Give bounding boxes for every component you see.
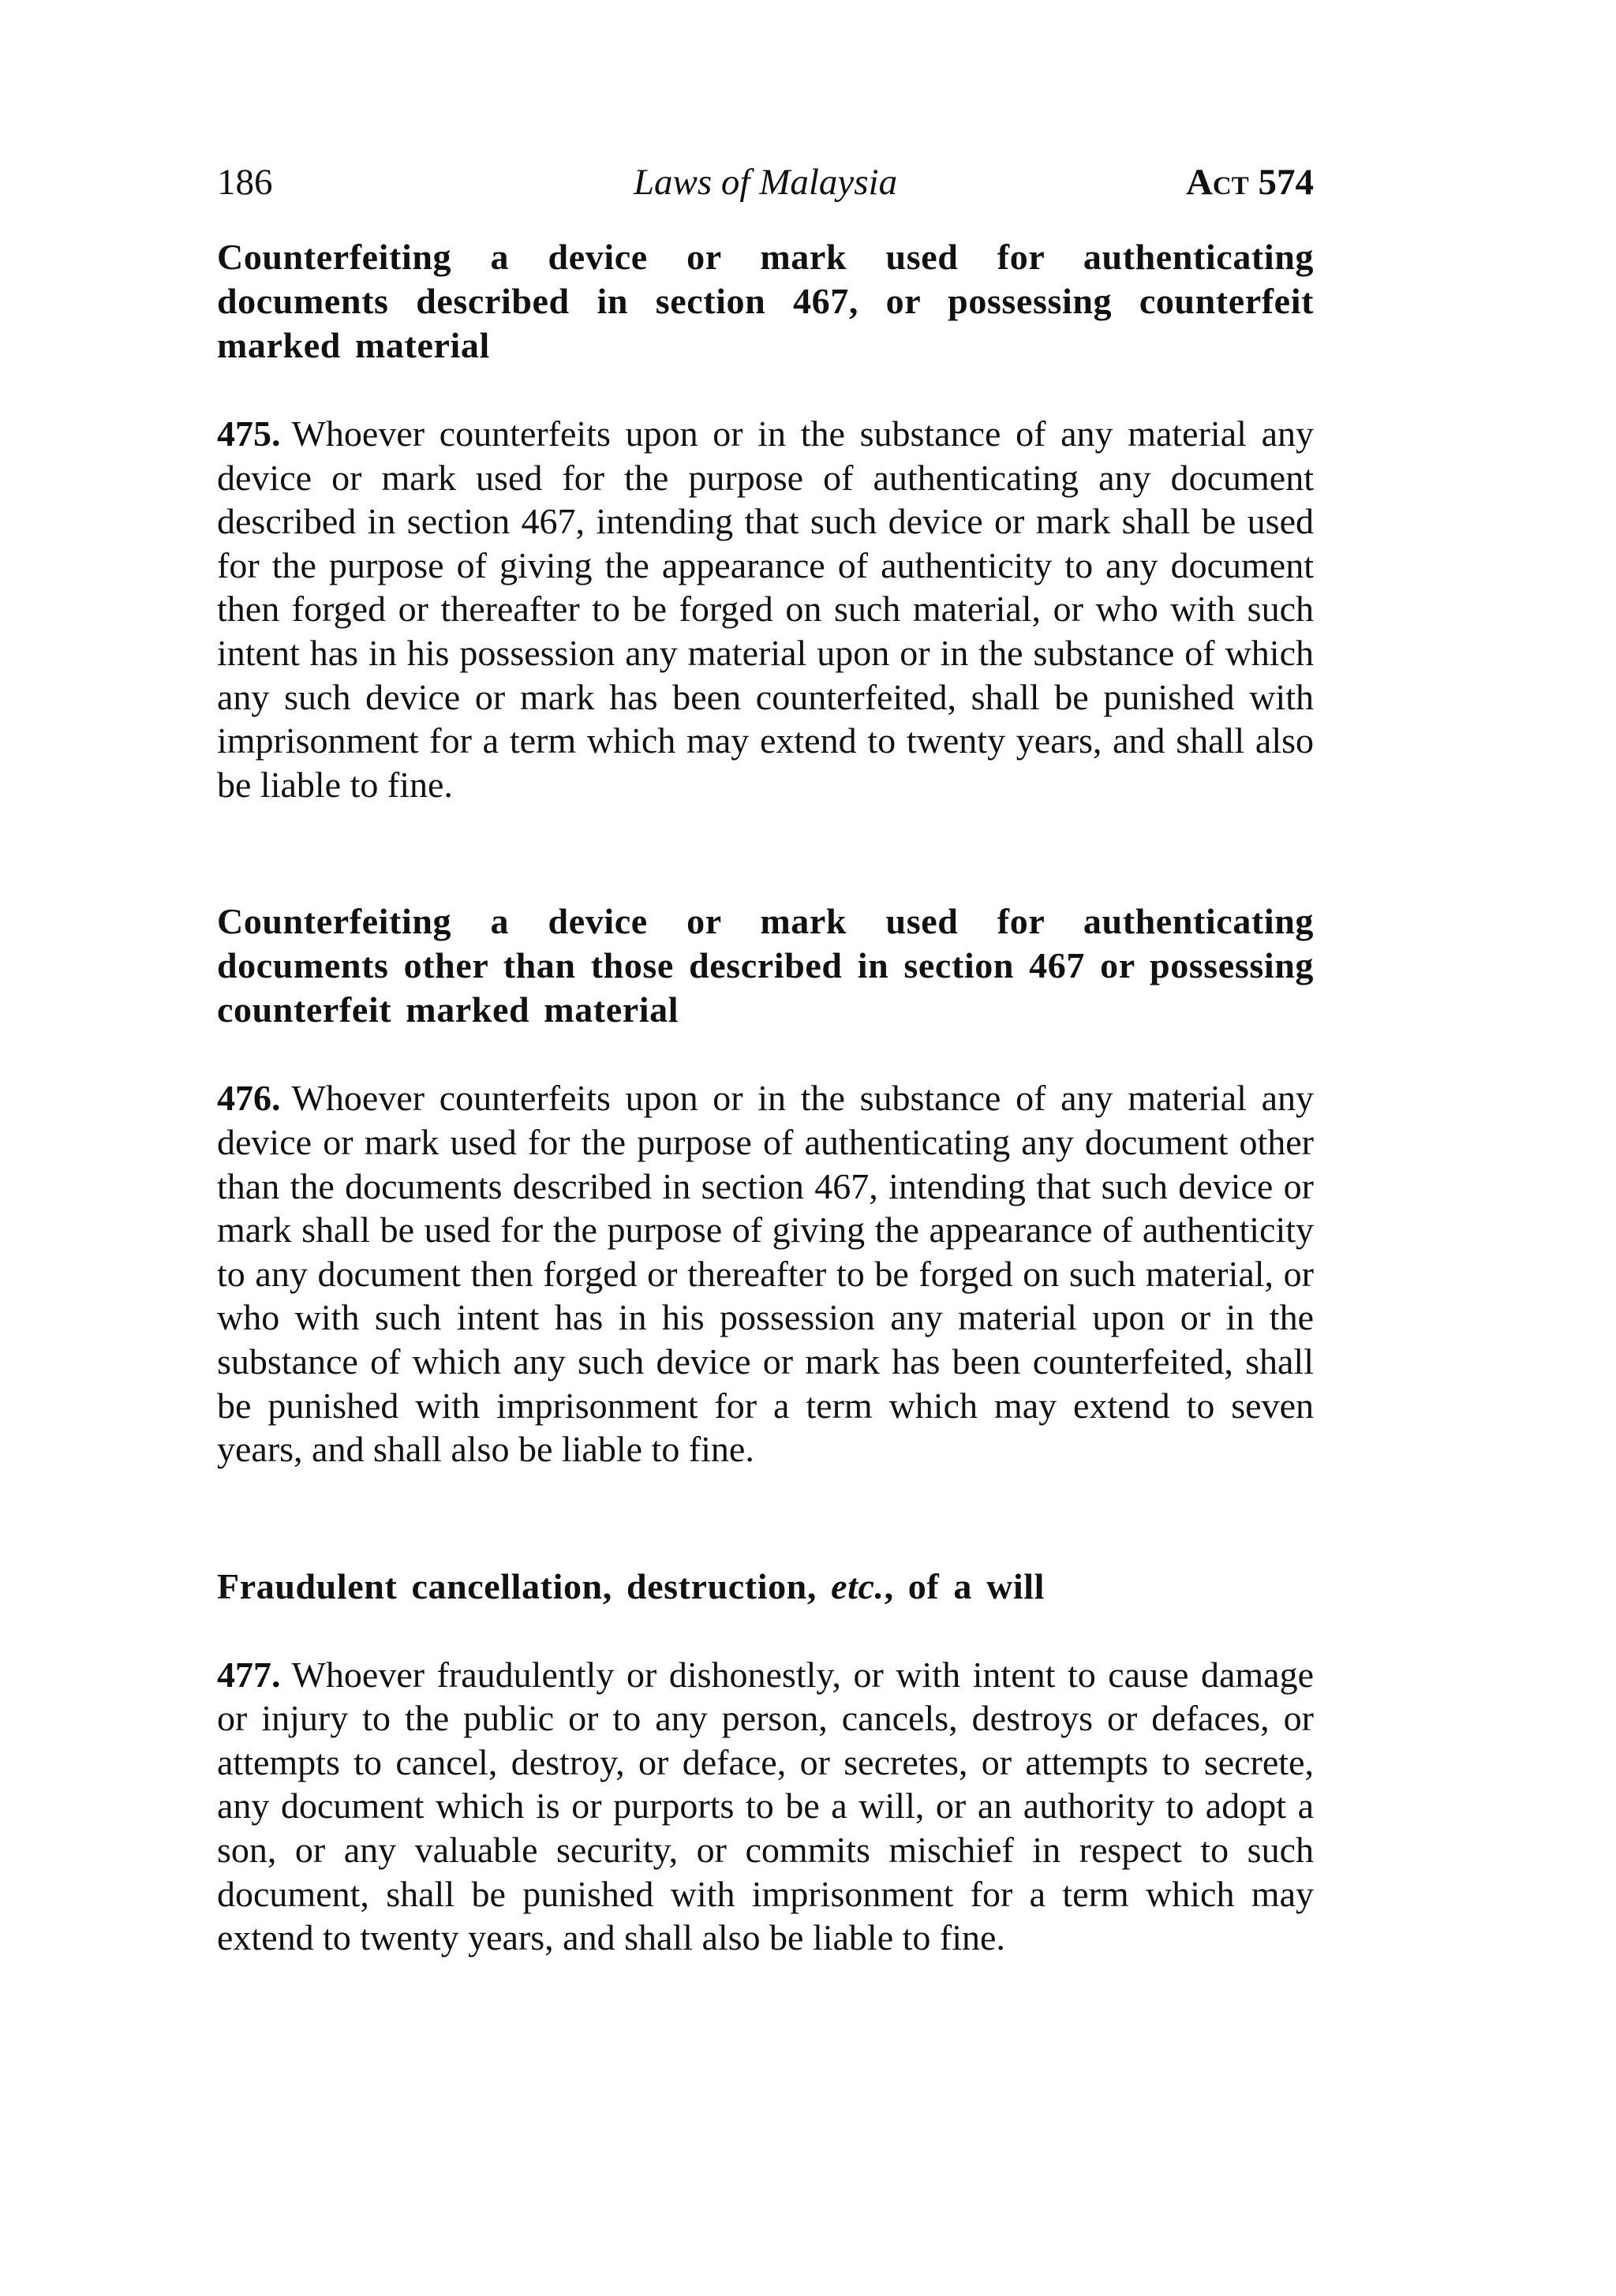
act-prefix: A (1185, 162, 1213, 203)
section-text: Whoever counterfeits upon or in the substance of any material any device or mark used for the purpose of authenticating any document other than the documents described in section 467, intending that such device or mark shall be used for the purpose of giving the appearance of authenticity to any document then forged or thereafter to be forged on such material, or who with such intent has in his possession any material upon or in the substance of which any such device or mark has been counterfeited, shall be punished with imprisonment for a term which may extend to seven years, and shall also be liable to fine. (217, 1078, 1314, 1470)
section-text: Whoever counterfeits upon or in the substance of any material any device or mark used for the purpose of authenticating any document described in section 467, intending that such device or mark shall be used for the purpose of giving the appearance of authenticity to any document then forged or thereafter to be forged on such material, or who with such intent has in his possession any material upon or in the substance of which any such device or mark has been counterfeited, shall be punished with imprisonment for a term which may extend to twenty years, and shall also be liable to fine. (217, 413, 1314, 805)
section-paragraph (217, 1653, 1314, 1960)
heading-part: Fraudulent cancellation, destruction, (217, 1565, 832, 1606)
section-475 (217, 235, 1314, 806)
heading-italic-part: etc. (831, 1565, 885, 1606)
section-number: 476. (217, 1078, 281, 1119)
act-reference (1186, 155, 1314, 210)
running-header (217, 155, 1314, 210)
section-text: Whoever fraudulently or dishonestly, or with intent to cause damage or injury to the public or to any person, cancels, destroys or defaces, or attempts to cancel, destroy, or deface, or secretes, or attempts to secrete, any document which is or purports to be a will, or an authority to adopt a son, or any valuable security, or commits mischief in respect to such document, shall be punished with imprisonment for a term which may extend to twenty years, and shall also be liable to fine. (217, 1654, 1314, 1958)
section-heading: Counterfeiting a device or mark used for authenticating documents described in section 467, or possessing counterfeit marked material (217, 237, 1314, 365)
section-heading: Counterfeiting a device or mark used for authenticating documents other than those described in section 467 or possessing counterfeit marked material (217, 901, 1314, 1030)
running-title: Laws of Malaysia (633, 162, 898, 203)
page-number: 186 (217, 162, 273, 203)
section-paragraph (217, 1076, 1314, 1471)
section-476 (217, 899, 1314, 1471)
act-smallcaps: ct (1212, 162, 1249, 203)
document-page (217, 155, 1314, 1960)
section-477 (217, 1565, 1314, 1960)
section-heading (217, 1565, 1314, 1609)
section-number: 477. (217, 1654, 281, 1695)
section-paragraph (217, 412, 1314, 806)
heading-part: , of a will (884, 1565, 1046, 1606)
act-number: 574 (1248, 162, 1314, 203)
section-number: 475. (217, 413, 281, 454)
